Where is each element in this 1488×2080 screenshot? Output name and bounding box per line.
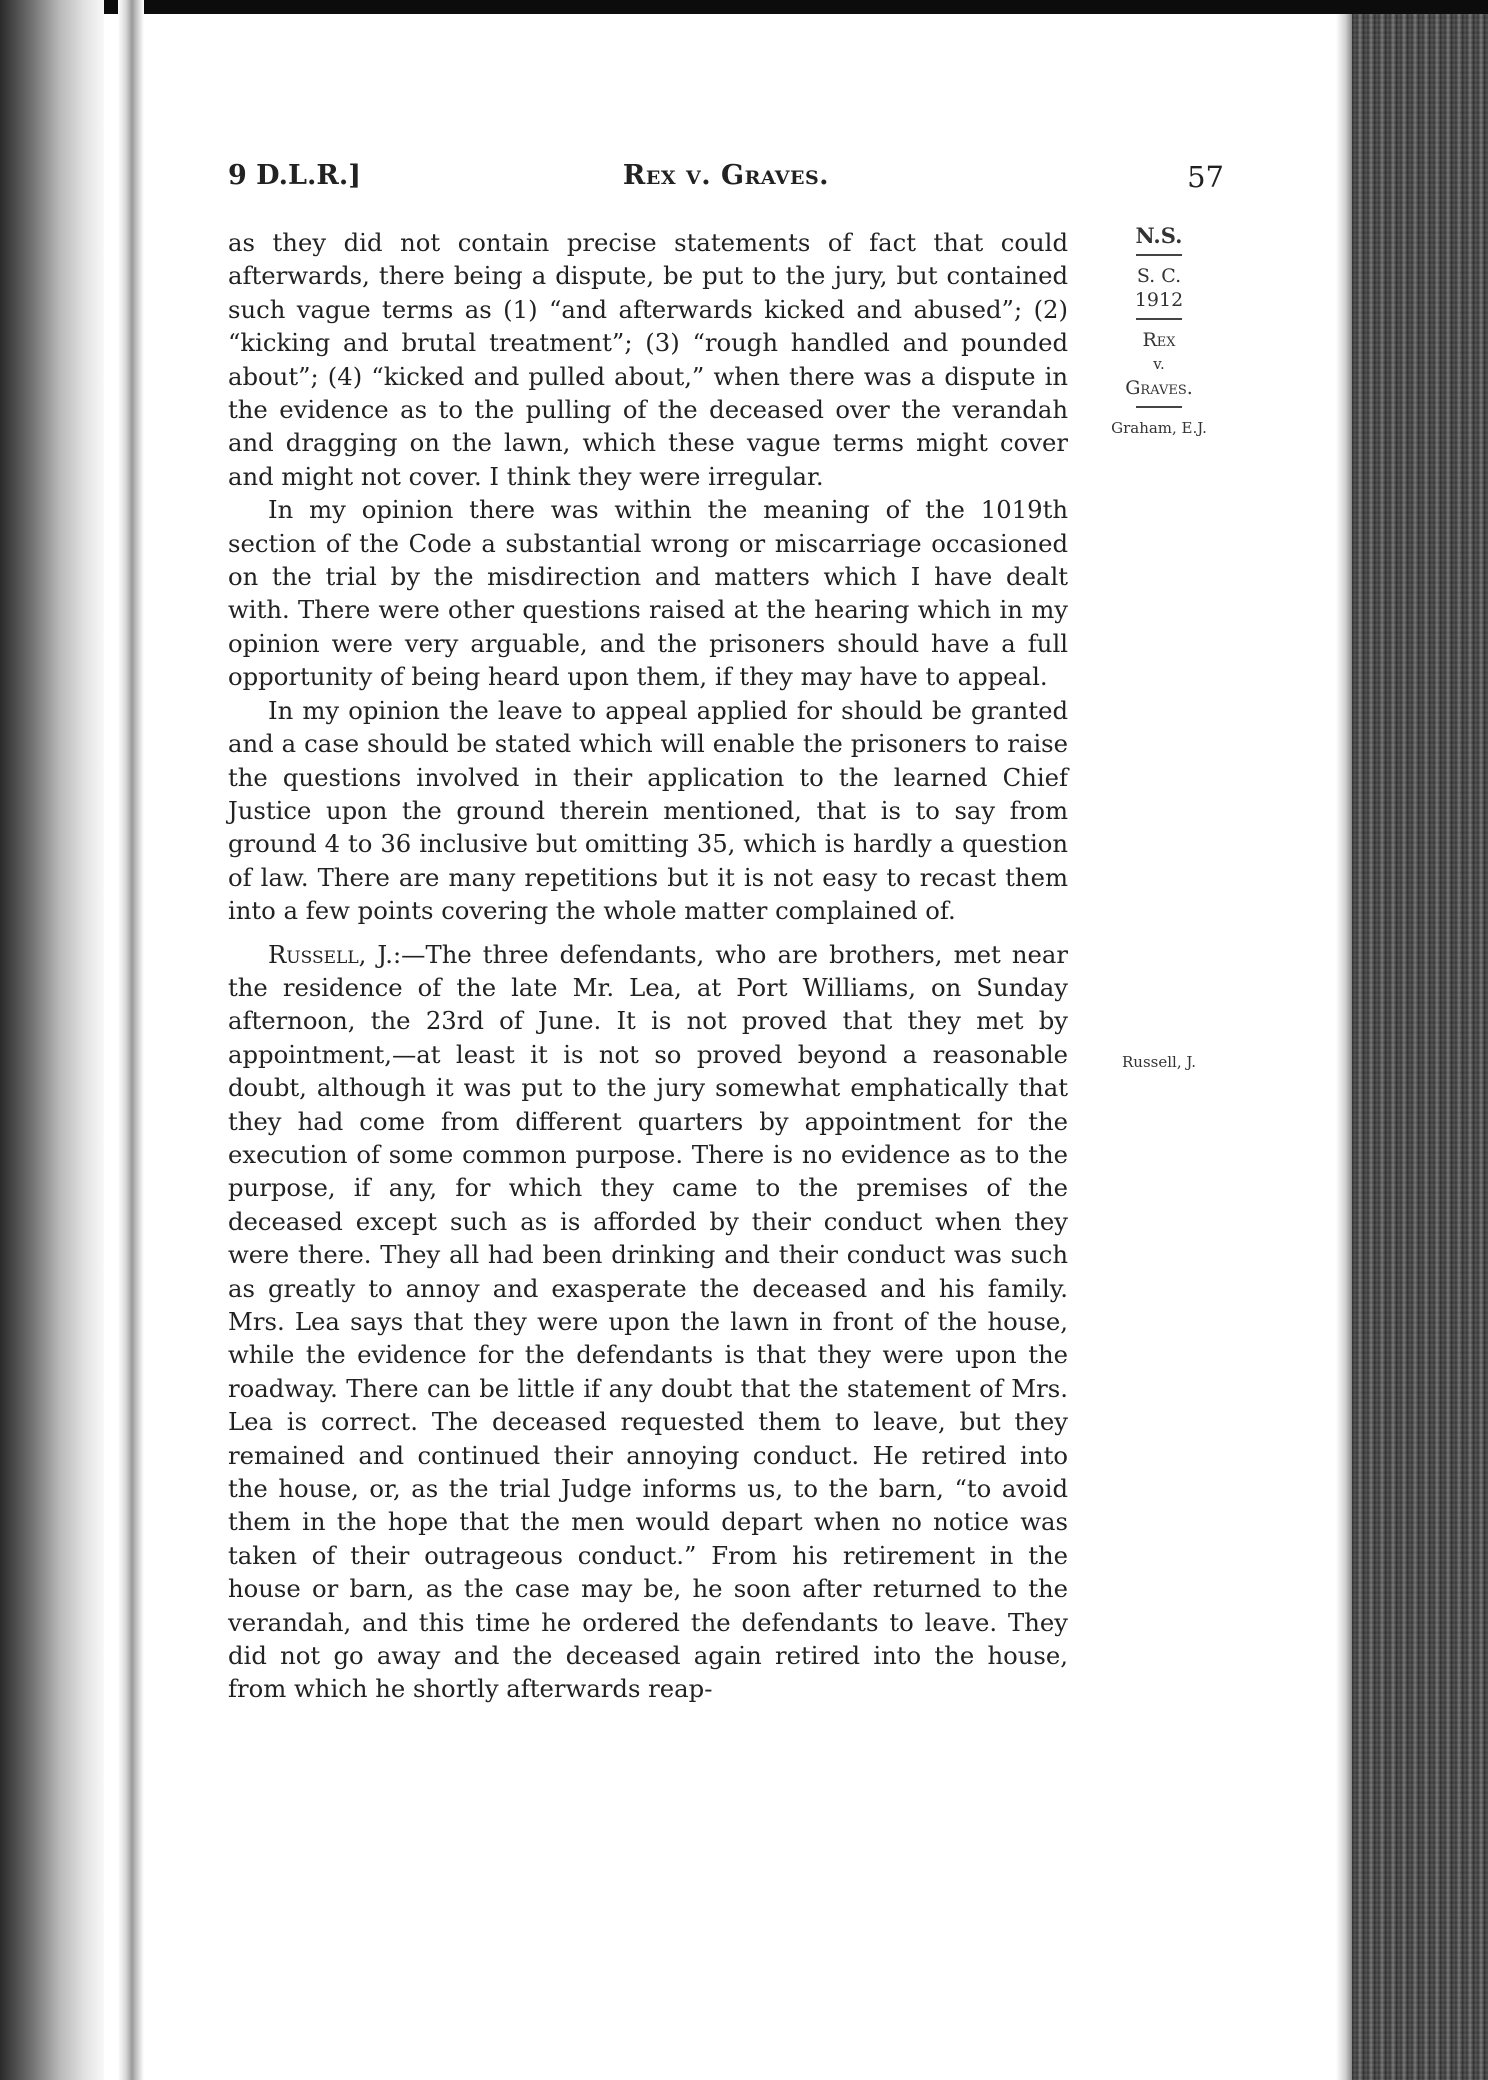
side-case-line1: Rex <box>1142 329 1176 351</box>
side-judge-graham: Graham, E.J. <box>1111 419 1207 437</box>
side-rule <box>1136 406 1182 408</box>
running-head <box>228 160 1224 200</box>
book-block-edge <box>1352 14 1488 2080</box>
left-page-edge <box>118 0 144 2080</box>
volume-reference: 9 D.L.R.] <box>228 160 362 191</box>
page-number: 57 <box>1187 160 1224 194</box>
paragraph-leave-to-appeal: In my opinion the leave to appeal applied for should be granted and a case should be stated which will enable the prisoners to raise the questions involved in their application to the learned Chief Justice upon the ground therein mentioned, that is to say from ground 4 to 36 inclusive but omitting 35, which is hardly a question of law. There are many repetitions but it is not easy to recast them into a few points covering the whole matter complained of. <box>228 695 1068 926</box>
side-case-line2: v. <box>1153 355 1165 373</box>
side-jurisdiction: N.S. <box>1135 223 1183 248</box>
left-binding-gutter <box>0 0 104 2080</box>
side-note-citation <box>1092 224 1226 440</box>
russell-opinion-text: :—The three defendants, who are brothers, met near the residence of the late Mr. Lea, at Port Williams, on Sunday afternoon, the 23rd of June. It is not proved that they met by appointment,—at least it is not so proved beyond a reasonable doubt, although it was put to the jury somewhat emphatically that they had come from different quarters by appointment for the execution of some common purpose. There is no evidence as to the purpose, if any, for which they came to the premises of the deceased except such as is afforded by their conduct when they were there. They all had been drinking and their conduct was such as greatly to annoy and exasperate the deceased and his family. Mrs. Lea says that they were upon the lawn in front of the house, while the evidence for the defendants is that they were upon the roadway. There can be little if any doubt that the statement of Mrs. Lea is correct. The deceased requested them to leave, but they remained and continued their annoying conduct. He retired into the house, or, as the trial Judge informs us, to the barn, “to avoid them in the hope that the men would depart when no notice was taken of their outrageous conduct.” From his retirement in the house or barn, as the case may be, he soon after returned to the verandah, and this time he ordered the defendants to leave. They did not go away and the deceased again retired into the house, from which he shortly afterwards reap- <box>228 939 1068 1704</box>
side-year: 1912 <box>1134 289 1184 311</box>
side-rule <box>1136 254 1182 256</box>
side-judge-russell: Russell, J. <box>1122 1053 1196 1071</box>
top-scan-border <box>0 0 1488 14</box>
right-page-rim <box>1336 14 1352 2080</box>
paragraph-continued: as they did not contain precise statements of fact that could afterwards, there being a dispute, be put to the jury, but contained such vague terms as (1) “and afterwards kicked and abused”; (2) “kicking and brutal treatment”; (3) “rough handled and pounded about”; (4) “kicked and pulled about,” when there was a dispute in the evidence as to the pulling of the deceased over the verandah and dragging on the lawn, which these vague terms might cover and might not cover. I think they were irregular. <box>228 228 1068 491</box>
judge-name: Russell, J. <box>268 939 393 969</box>
paragraph-opinion-1019: In my opinion there was within the meaning of the 1019th section of the Code a substantial wrong or miscarriage occasioned on the trial by the misdirection and matters which I have dealt with. There were other questions raised at the hearing which in my opinion were very arguable, and the prisoners should have a full opportunity of being heard upon them, if they may have to appeal. <box>228 495 1068 692</box>
side-rule <box>1136 318 1182 320</box>
paragraph-russell <box>228 938 1068 1706</box>
side-note-russell <box>1092 1050 1226 1074</box>
case-title: Rex v. Graves. <box>622 160 830 191</box>
side-court: S. C. <box>1136 265 1182 287</box>
body-text <box>228 226 1068 1706</box>
side-case-line3: Graves. <box>1125 377 1193 399</box>
